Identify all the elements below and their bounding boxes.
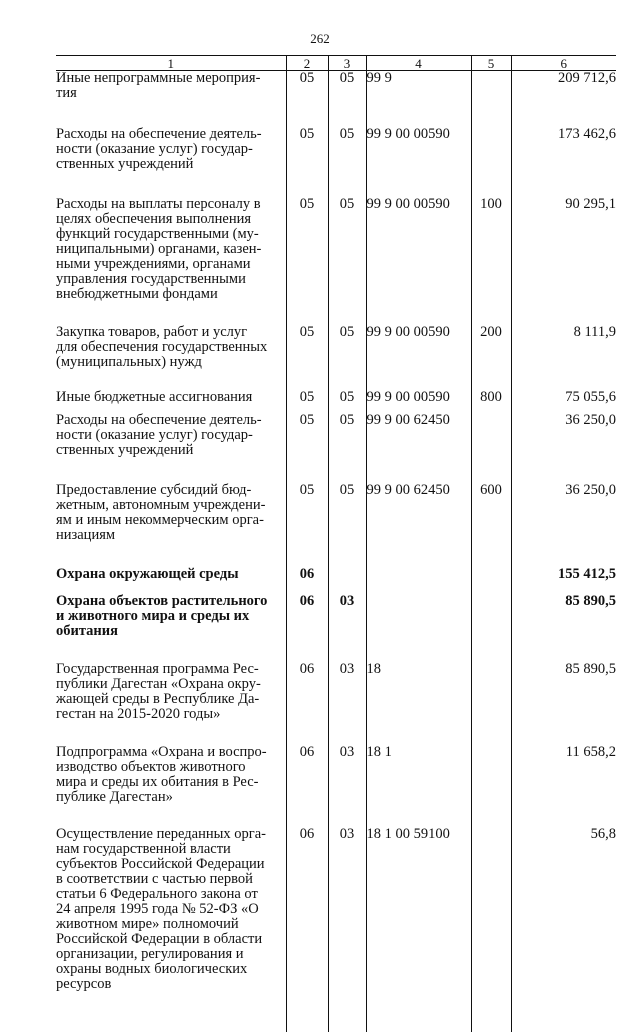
row-subsection-code: 03 (328, 745, 366, 827)
description-line: Подпрограмма «Охрана и воспро- (56, 744, 267, 760)
table-row (56, 662, 616, 745)
row-description (56, 594, 286, 662)
description-line: Иные непрограммные мероприя- (56, 70, 261, 86)
row-subsection-code: 05 (328, 483, 366, 567)
row-amount: 155 412,5 (511, 567, 616, 594)
row-target-article (366, 567, 471, 594)
row-target-article: 99 9 00 62450 (366, 483, 471, 567)
description-line: Расходы на выплаты персоналу в (56, 196, 261, 212)
row-subsection-code (328, 567, 366, 594)
row-section-code: 05 (286, 71, 328, 128)
row-expense-type (471, 127, 511, 197)
row-target-article: 99 9 00 00590 (366, 390, 471, 413)
row-description (56, 390, 286, 413)
description-line: 24 апреля 1995 года № 52-ФЗ «О (56, 901, 259, 917)
table-row (56, 483, 616, 567)
row-description (56, 827, 286, 992)
table-row (56, 745, 616, 827)
row-section-code: 05 (286, 197, 328, 325)
row-expense-type: 200 (471, 325, 511, 390)
row-section-code: 05 (286, 483, 328, 567)
header-col-6: 6 (511, 56, 616, 71)
row-subsection-code: 05 (328, 413, 366, 483)
header-row (56, 56, 616, 71)
header-col-4: 4 (366, 56, 471, 71)
description-line: ственных учреждений (56, 442, 194, 458)
row-section-code: 06 (286, 745, 328, 827)
row-amount: 75 055,6 (511, 390, 616, 413)
row-amount: 36 250,0 (511, 483, 616, 567)
description-line: внебюджетными фондами (56, 286, 218, 302)
table-tail-row (56, 992, 616, 1032)
row-target-article: 18 1 00 59100 (366, 827, 471, 992)
row-description (56, 483, 286, 567)
description-line: Охрана объектов растительного (56, 593, 268, 609)
description-line: функций государственными (му- (56, 226, 259, 242)
tail-cell (511, 992, 616, 1032)
description-line: Государственная программа Рес- (56, 661, 259, 677)
description-line: жетным, автономным учреждени- (56, 497, 266, 513)
row-expense-type: 600 (471, 483, 511, 567)
header-col-2: 2 (286, 56, 328, 71)
description-line: низациям (56, 527, 116, 543)
description-line: организации, регулирования и (56, 946, 244, 962)
tail-cell (56, 992, 286, 1032)
description-line: Предоставление субсидий бюд- (56, 482, 252, 498)
row-amount: 85 890,5 (511, 594, 616, 662)
table-row (56, 413, 616, 483)
table-row (56, 325, 616, 390)
header-col-5: 5 (471, 56, 511, 71)
table-row (56, 567, 616, 594)
row-amount: 90 295,1 (511, 197, 616, 325)
description-line: обитания (56, 623, 118, 639)
description-line: статьи 6 Федерального закона от (56, 886, 258, 902)
row-target-article: 18 (366, 662, 471, 745)
row-section-code: 06 (286, 827, 328, 992)
page-number: 262 (310, 31, 330, 46)
description-line: Российской Федерации в области (56, 931, 263, 947)
row-amount: 36 250,0 (511, 413, 616, 483)
row-expense-type: 100 (471, 197, 511, 325)
row-expense-type (471, 567, 511, 594)
description-line: публике Дагестан» (56, 789, 173, 805)
description-line: ям и иным некоммерческим орга- (56, 512, 264, 528)
row-target-article: 99 9 00 00590 (366, 127, 471, 197)
row-subsection-code: 03 (328, 594, 366, 662)
row-section-code: 06 (286, 594, 328, 662)
row-amount: 209 712,6 (511, 71, 616, 128)
row-section-code: 06 (286, 662, 328, 745)
description-line: Охрана окружающей среды (56, 566, 239, 582)
description-line: Иные бюджетные ассигнования (56, 389, 253, 405)
description-line: животном мире» полномочий (56, 916, 239, 932)
description-line: управления государственными (56, 271, 246, 287)
row-section-code: 05 (286, 325, 328, 390)
row-expense-type (471, 71, 511, 128)
description-line: для обеспечения государственных (56, 339, 268, 355)
description-line: тия (56, 85, 77, 101)
description-line: (муниципальных) нужд (56, 354, 202, 370)
tail-cell (286, 992, 328, 1032)
row-subsection-code: 05 (328, 325, 366, 390)
row-expense-type (471, 413, 511, 483)
description-line: Осуществление переданных орга- (56, 826, 266, 842)
row-subsection-code: 03 (328, 827, 366, 992)
row-expense-type (471, 827, 511, 992)
description-line: изводство объектов животного (56, 759, 246, 775)
row-description (56, 413, 286, 483)
row-amount: 173 462,6 (511, 127, 616, 197)
table-row (56, 827, 616, 992)
row-target-article: 99 9 00 00590 (366, 197, 471, 325)
table-row (56, 127, 616, 197)
description-line: ности (оказание услуг) государ- (56, 427, 253, 443)
row-subsection-code: 03 (328, 662, 366, 745)
tail-cell (471, 992, 511, 1032)
row-target-article: 99 9 00 62450 (366, 413, 471, 483)
description-line: ными учреждениями, органами (56, 256, 251, 272)
description-line: ниципальными) органами, казен- (56, 241, 262, 257)
row-amount: 56,8 (511, 827, 616, 992)
tail-cell (366, 992, 471, 1032)
row-description (56, 71, 286, 128)
row-expense-type: 800 (471, 390, 511, 413)
row-target-article (366, 594, 471, 662)
description-line: в соответствии с частью первой (56, 871, 253, 887)
description-line: охраны водных биологических (56, 961, 248, 977)
description-line: ресурсов (56, 976, 112, 992)
description-line: гестан на 2015-2020 годы» (56, 706, 221, 722)
description-line: субъектов Российской Федерации (56, 856, 265, 872)
row-section-code: 05 (286, 390, 328, 413)
row-description (56, 567, 286, 594)
row-description (56, 745, 286, 827)
description-line: Закупка товаров, работ и услуг (56, 324, 248, 340)
description-line: ственных учреждений (56, 156, 194, 172)
row-section-code: 05 (286, 127, 328, 197)
budget-table (56, 55, 616, 1032)
row-description (56, 197, 286, 325)
tail-cell (328, 992, 366, 1032)
row-subsection-code: 05 (328, 390, 366, 413)
table-row (56, 390, 616, 413)
row-expense-type (471, 662, 511, 745)
row-description (56, 662, 286, 745)
row-section-code: 05 (286, 413, 328, 483)
row-subsection-code: 05 (328, 197, 366, 325)
row-section-code: 06 (286, 567, 328, 594)
description-line: ности (оказание услуг) государ- (56, 141, 253, 157)
description-line: мира и среды их обитания в Рес- (56, 774, 259, 790)
row-description (56, 325, 286, 390)
row-subsection-code: 05 (328, 127, 366, 197)
description-line: публики Дагестан «Охрана окру- (56, 676, 261, 692)
description-line: целях обеспечения выполнения (56, 211, 252, 227)
description-line: Расходы на обеспечение деятель- (56, 126, 262, 142)
header-col-1: 1 (56, 56, 286, 71)
row-description (56, 127, 286, 197)
row-amount: 85 890,5 (511, 662, 616, 745)
row-expense-type (471, 594, 511, 662)
row-target-article: 18 1 (366, 745, 471, 827)
row-expense-type (471, 745, 511, 827)
row-target-article: 99 9 00 00590 (366, 325, 471, 390)
row-amount: 8 111,9 (511, 325, 616, 390)
row-subsection-code: 05 (328, 71, 366, 128)
description-line: и животного мира и среды их (56, 608, 250, 624)
description-line: Расходы на обеспечение деятель- (56, 412, 262, 428)
row-target-article: 99 9 (366, 71, 471, 128)
description-line: жающей среды в Республике Да- (56, 691, 260, 707)
header-col-3: 3 (328, 56, 366, 71)
row-amount: 11 658,2 (511, 745, 616, 827)
description-line: нам государственной власти (56, 841, 231, 857)
table-row (56, 594, 616, 662)
table-row (56, 71, 616, 128)
table-row (56, 197, 616, 325)
